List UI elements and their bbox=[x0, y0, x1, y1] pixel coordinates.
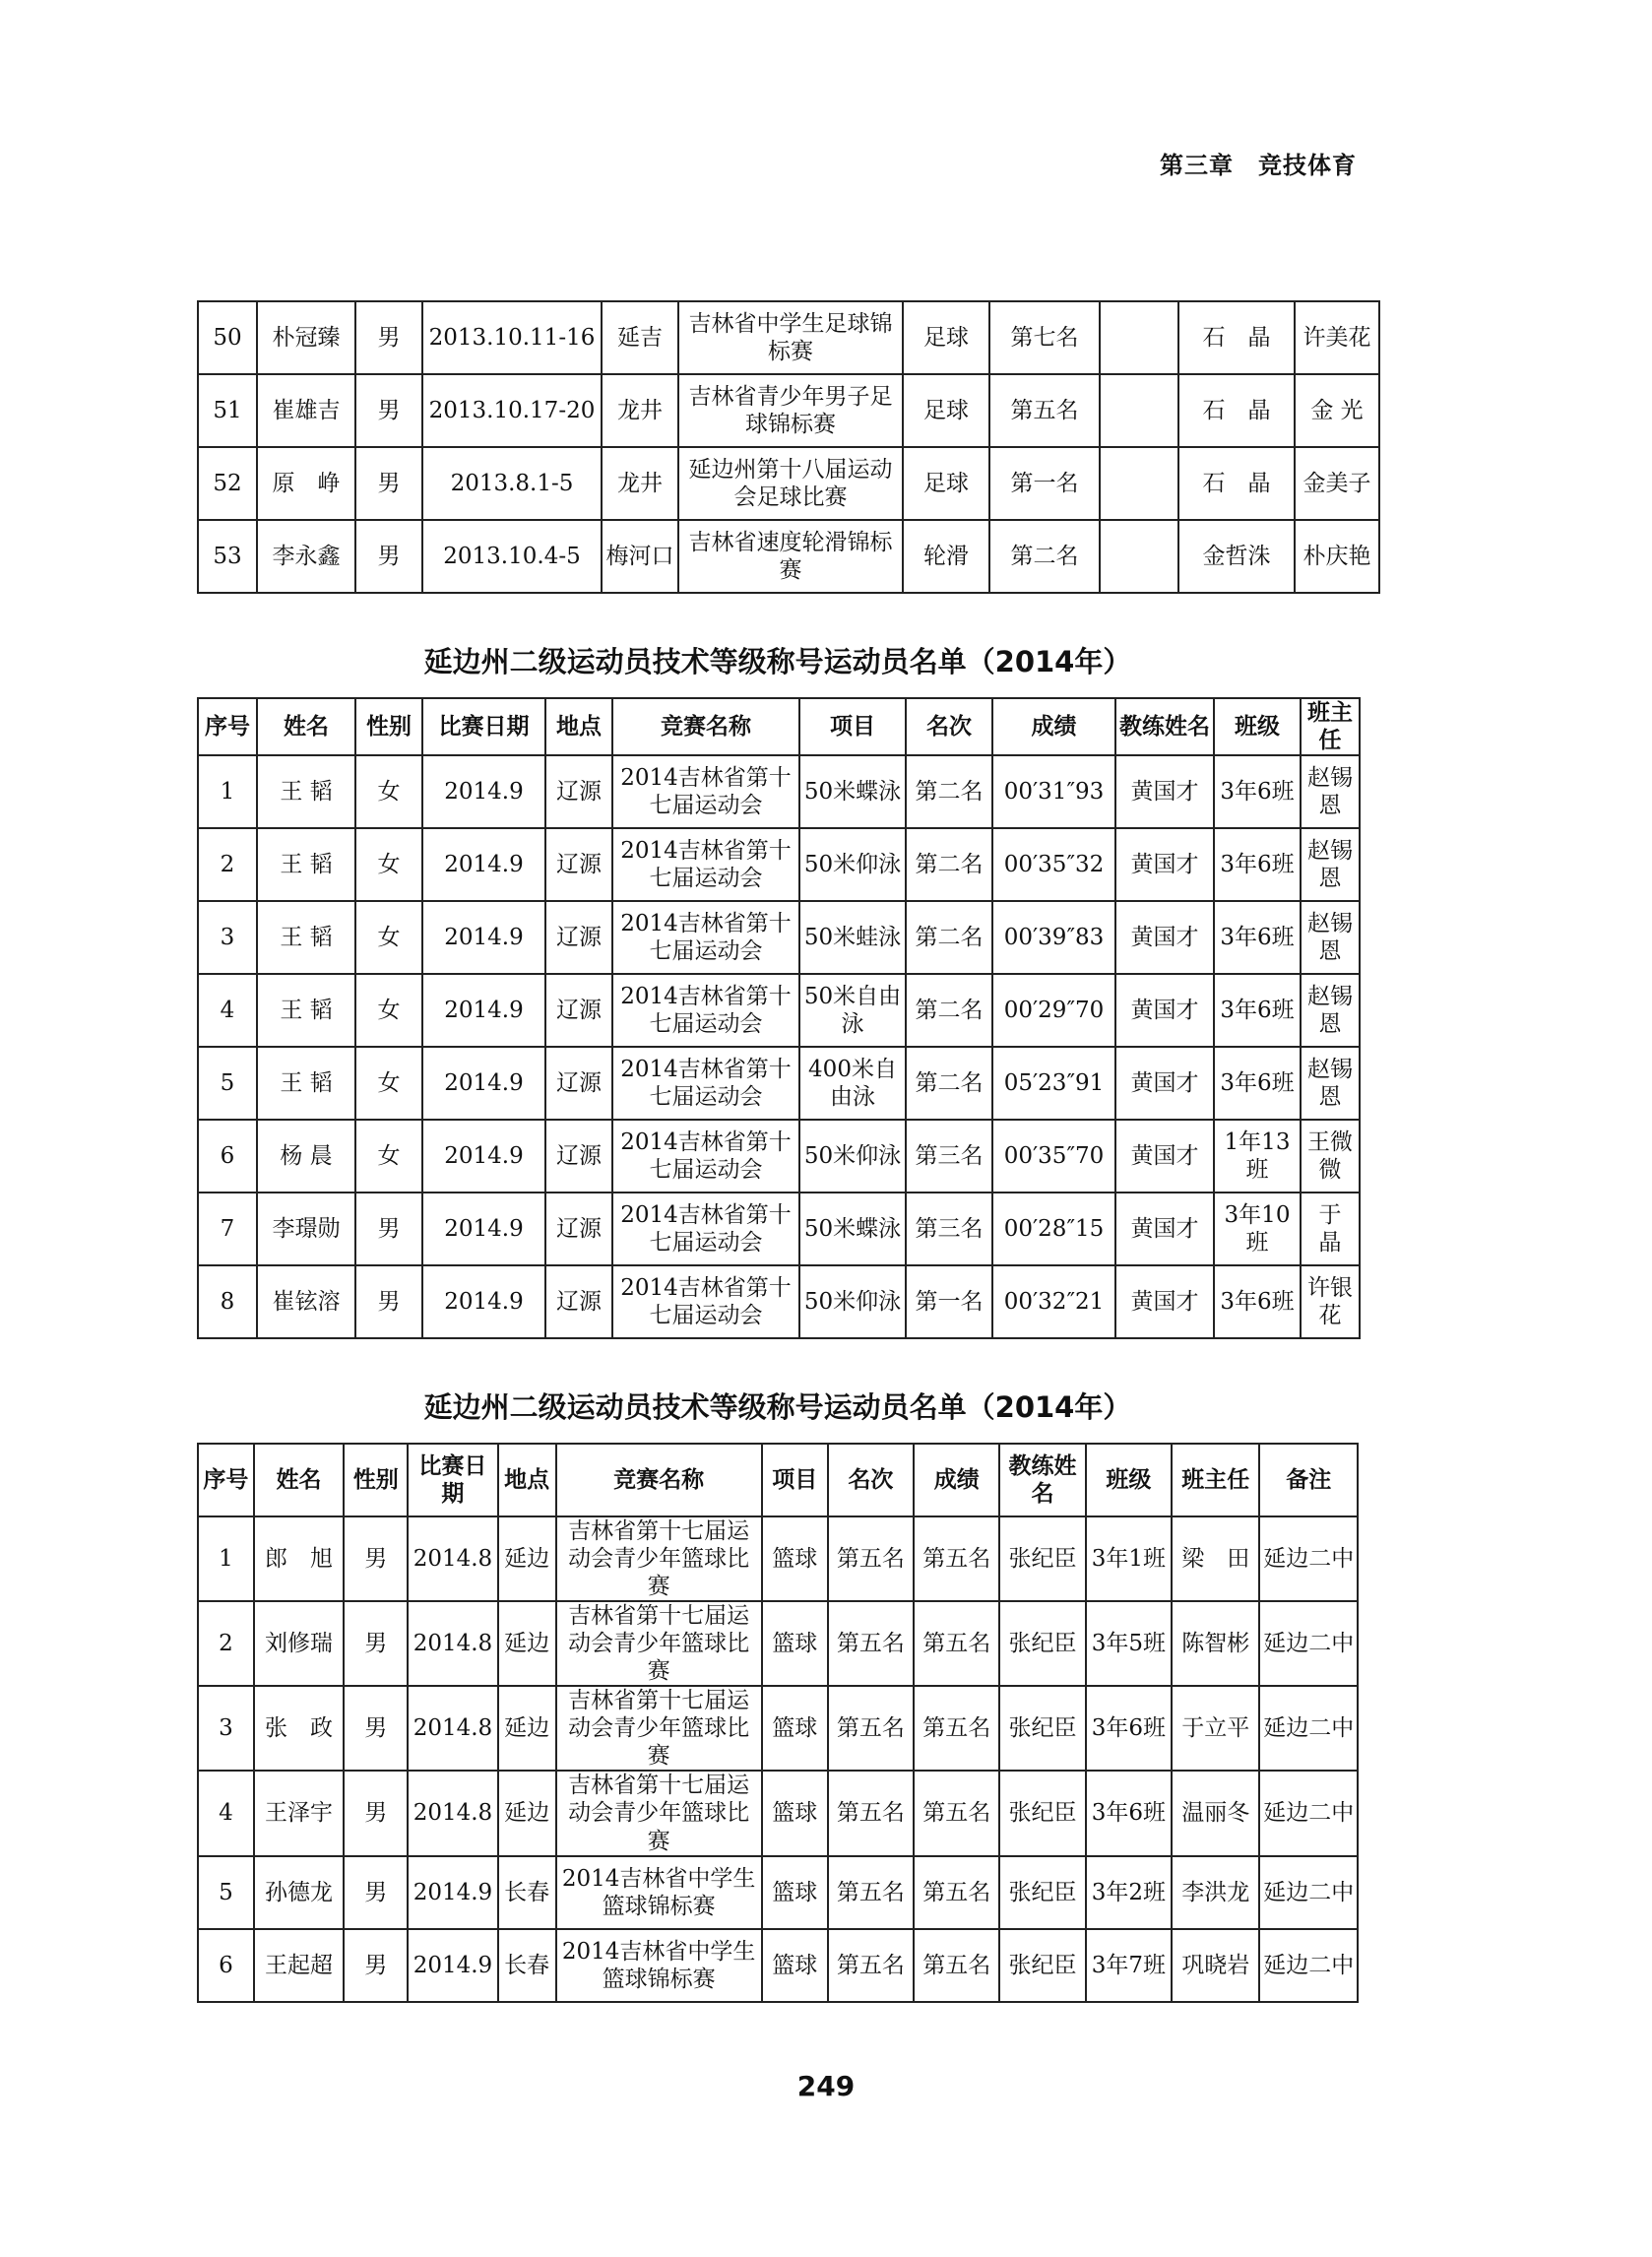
table-cell: 4 bbox=[198, 1771, 254, 1855]
column-header: 班主任 bbox=[1301, 698, 1360, 755]
table-cell: 2014.9 bbox=[422, 1047, 545, 1120]
table-row bbox=[198, 1856, 1358, 1929]
table-cell: 2013.8.1-5 bbox=[422, 447, 602, 520]
column-header: 名次 bbox=[906, 698, 992, 755]
table-cell: 2013.10.4-5 bbox=[422, 520, 602, 593]
table-cell: 第二名 bbox=[989, 520, 1100, 593]
table-cell: 6 bbox=[198, 1929, 254, 2002]
table-cell: 王起超 bbox=[254, 1929, 344, 2002]
column-header: 班主任 bbox=[1172, 1444, 1259, 1516]
table-cell: 延边二中 bbox=[1259, 1686, 1358, 1771]
table-row bbox=[198, 1265, 1360, 1338]
table-cell: 篮球 bbox=[762, 1771, 828, 1855]
table-cell: 石 晶 bbox=[1178, 301, 1295, 374]
table-cell: 男 bbox=[344, 1601, 408, 1686]
table-cell: 2014吉林省第十七届运动会 bbox=[612, 901, 799, 974]
table-cell: 吉林省第十七届运动会青少年篮球比赛 bbox=[556, 1516, 762, 1601]
table-cell: 张纪臣 bbox=[999, 1771, 1085, 1855]
table-cell: 3年6班 bbox=[1214, 755, 1301, 828]
table2-header-row bbox=[198, 698, 1360, 755]
table-cell: 3年7班 bbox=[1086, 1929, 1172, 2002]
table-cell: 3年10班 bbox=[1214, 1193, 1301, 1265]
table-cell: 黄国才 bbox=[1115, 974, 1214, 1047]
table-cell: 5 bbox=[198, 1047, 257, 1120]
table-cell: 男 bbox=[355, 447, 422, 520]
table-cell: 3年6班 bbox=[1214, 1047, 1301, 1120]
table-cell: 男 bbox=[355, 301, 422, 374]
table-cell: 6 bbox=[198, 1120, 257, 1193]
table-cell: 2014吉林省第十七届运动会 bbox=[612, 755, 799, 828]
table-cell: 00′35″32 bbox=[992, 828, 1115, 901]
table-cell: 孙德龙 bbox=[254, 1856, 344, 1929]
table-cell: 3 bbox=[198, 901, 257, 974]
column-header: 姓名 bbox=[257, 698, 355, 755]
table-cell: 巩晓岩 bbox=[1172, 1929, 1259, 2002]
table-cell: 2014.8 bbox=[408, 1516, 497, 1601]
table-cell: 7 bbox=[198, 1193, 257, 1265]
table-cell: 3 bbox=[198, 1686, 254, 1771]
table-cell: 3年6班 bbox=[1086, 1771, 1172, 1855]
table-cell: 3年6班 bbox=[1214, 901, 1301, 974]
table-cell: 2014吉林省第十七届运动会 bbox=[612, 828, 799, 901]
table3-header-row bbox=[198, 1444, 1358, 1516]
table-cell: 2014.8 bbox=[408, 1686, 497, 1771]
table-cell: 延吉 bbox=[602, 301, 678, 374]
table-cell: 00′28″15 bbox=[992, 1193, 1115, 1265]
table-cell: 许美花 bbox=[1295, 301, 1379, 374]
table-cell: 50 bbox=[198, 301, 257, 374]
table-cell: 刘修瑞 bbox=[254, 1601, 344, 1686]
table-cell: 2014.9 bbox=[422, 901, 545, 974]
table-cell: 温丽冬 bbox=[1172, 1771, 1259, 1855]
table-cell: 王 韬 bbox=[257, 901, 355, 974]
table-cell: 2013.10.11-16 bbox=[422, 301, 602, 374]
table-cell: 足球 bbox=[903, 447, 989, 520]
table-cell: 2014吉林省第十七届运动会 bbox=[612, 1120, 799, 1193]
table-cell: 2014.9 bbox=[422, 1120, 545, 1193]
table-cell: 2014.9 bbox=[422, 828, 545, 901]
table1-body bbox=[198, 301, 1379, 593]
table-cell: 辽源 bbox=[545, 1047, 612, 1120]
table2-body bbox=[198, 755, 1365, 1338]
column-header: 竞赛名称 bbox=[556, 1444, 762, 1516]
table-cell: 石 晶 bbox=[1178, 374, 1295, 447]
column-header: 比赛日期 bbox=[422, 698, 545, 755]
table-cell: 2014.9 bbox=[408, 1856, 497, 1929]
column-header: 成绩 bbox=[992, 698, 1115, 755]
column-header: 序号 bbox=[198, 698, 257, 755]
table-row bbox=[198, 374, 1379, 447]
column-header: 姓名 bbox=[254, 1444, 344, 1516]
table-row bbox=[198, 901, 1360, 974]
table-cell: 00′31″93 bbox=[992, 755, 1115, 828]
table-cell: 第三名 bbox=[906, 1120, 992, 1193]
table-cell: 篮球 bbox=[762, 1686, 828, 1771]
table-cell bbox=[1100, 374, 1178, 447]
table-row bbox=[198, 828, 1360, 901]
table-cell: 于立平 bbox=[1172, 1686, 1259, 1771]
table-cell: 吉林省第十七届运动会青少年篮球比赛 bbox=[556, 1771, 762, 1855]
table-cell: 52 bbox=[198, 447, 257, 520]
table-cell: 2014.9 bbox=[408, 1929, 497, 2002]
table-cell: 第一名 bbox=[906, 1265, 992, 1338]
table-cell: 男 bbox=[355, 1193, 422, 1265]
table-cell: 男 bbox=[344, 1856, 408, 1929]
table-cell: 梁 田 bbox=[1172, 1516, 1259, 1601]
table-cell: 龙井 bbox=[602, 447, 678, 520]
table-cell: 王微微 bbox=[1301, 1120, 1360, 1193]
table-cell: 长春 bbox=[498, 1929, 556, 2002]
table-cell: 女 bbox=[355, 1120, 422, 1193]
table-cell: 辽源 bbox=[545, 1120, 612, 1193]
table-cell: 00′32″21 bbox=[992, 1265, 1115, 1338]
table-row bbox=[198, 1601, 1358, 1686]
table-cell: 金美子 bbox=[1295, 447, 1379, 520]
table-cell: 王 韬 bbox=[257, 755, 355, 828]
table-cell: 李永鑫 bbox=[257, 520, 355, 593]
table-cell: 第五名 bbox=[989, 374, 1100, 447]
table3-body bbox=[198, 1516, 1358, 2002]
column-header: 备注 bbox=[1259, 1444, 1358, 1516]
table-cell: 3年6班 bbox=[1214, 828, 1301, 901]
athlete-table-continued bbox=[197, 300, 1380, 594]
table-cell: 辽源 bbox=[545, 1265, 612, 1338]
table-cell: 赵锡恩 bbox=[1301, 828, 1360, 901]
table-cell: 辽源 bbox=[545, 828, 612, 901]
column-header: 项目 bbox=[799, 698, 906, 755]
table-cell: 8 bbox=[198, 1265, 257, 1338]
table-cell: 延边二中 bbox=[1259, 1601, 1358, 1686]
table-cell: 50米仰泳 bbox=[799, 1120, 906, 1193]
table-cell: 黄国才 bbox=[1115, 901, 1214, 974]
column-header: 性别 bbox=[344, 1444, 408, 1516]
table-cell: 李璟勋 bbox=[257, 1193, 355, 1265]
table-cell: 第二名 bbox=[906, 828, 992, 901]
table-cell: 赵锡恩 bbox=[1301, 755, 1360, 828]
table-cell: 53 bbox=[198, 520, 257, 593]
column-header: 名次 bbox=[828, 1444, 914, 1516]
table-cell: 赵锡恩 bbox=[1301, 901, 1360, 974]
table-cell: 1年13班 bbox=[1214, 1120, 1301, 1193]
table-cell: 2014.9 bbox=[422, 974, 545, 1047]
table-cell: 金 光 bbox=[1295, 374, 1379, 447]
table-cell: 延边州第十八届运动会足球比赛 bbox=[678, 447, 903, 520]
table-row bbox=[198, 755, 1360, 828]
table-cell: 延边二中 bbox=[1259, 1771, 1358, 1855]
table-cell: 2 bbox=[198, 1601, 254, 1686]
table-cell: 长春 bbox=[498, 1856, 556, 1929]
table-cell: 2014吉林省第十七届运动会 bbox=[612, 1265, 799, 1338]
table-cell: 延边 bbox=[498, 1516, 556, 1601]
table-cell: 50米仰泳 bbox=[799, 828, 906, 901]
table-cell: 2014吉林省中学生篮球锦标赛 bbox=[556, 1856, 762, 1929]
swimming-athletes-table bbox=[197, 697, 1365, 1339]
chapter-header: 第三章 竞技体育 bbox=[1160, 152, 1357, 179]
table-cell: 张 政 bbox=[254, 1686, 344, 1771]
table-cell: 篮球 bbox=[762, 1601, 828, 1686]
table-cell: 足球 bbox=[903, 301, 989, 374]
table-cell: 第三名 bbox=[906, 1193, 992, 1265]
table-cell: 张纪臣 bbox=[999, 1601, 1085, 1686]
table-cell: 3年6班 bbox=[1214, 974, 1301, 1047]
column-header: 项目 bbox=[762, 1444, 828, 1516]
table-cell: 2014吉林省第十七届运动会 bbox=[612, 1193, 799, 1265]
table-cell: 第二名 bbox=[906, 974, 992, 1047]
page-number: 249 bbox=[796, 2070, 856, 2102]
table-cell: 3年6班 bbox=[1086, 1686, 1172, 1771]
table-row bbox=[198, 1193, 1360, 1265]
table-cell: 第五名 bbox=[914, 1601, 999, 1686]
table-cell: 第五名 bbox=[914, 1771, 999, 1855]
table-cell: 2013.10.17-20 bbox=[422, 374, 602, 447]
table-cell: 第五名 bbox=[828, 1516, 914, 1601]
table-cell: 延边二中 bbox=[1259, 1516, 1358, 1601]
table-cell: 男 bbox=[344, 1686, 408, 1771]
table-cell: 50米自由泳 bbox=[799, 974, 906, 1047]
table-cell: 张纪臣 bbox=[999, 1856, 1085, 1929]
table-cell: 4 bbox=[198, 974, 257, 1047]
table-row bbox=[198, 1929, 1358, 2002]
column-header: 班级 bbox=[1214, 698, 1301, 755]
table-row bbox=[198, 1771, 1358, 1855]
table-cell: 2014吉林省第十七届运动会 bbox=[612, 974, 799, 1047]
table-cell: 李洪龙 bbox=[1172, 1856, 1259, 1929]
table-cell: 原 峥 bbox=[257, 447, 355, 520]
table-cell: 400米自由泳 bbox=[799, 1047, 906, 1120]
table-cell: 男 bbox=[344, 1516, 408, 1601]
table-cell: 崔铉溶 bbox=[257, 1265, 355, 1338]
table-cell: 崔雄吉 bbox=[257, 374, 355, 447]
column-header: 比赛日期 bbox=[408, 1444, 497, 1516]
table-cell: 男 bbox=[355, 520, 422, 593]
table-cell: 3年1班 bbox=[1086, 1516, 1172, 1601]
table-cell: 第五名 bbox=[914, 1516, 999, 1601]
table-cell: 朴庆艳 bbox=[1295, 520, 1379, 593]
table-row bbox=[198, 520, 1379, 593]
table-cell: 足球 bbox=[903, 374, 989, 447]
table-cell: 黄国才 bbox=[1115, 1265, 1214, 1338]
table-cell: 第二名 bbox=[906, 1047, 992, 1120]
table-cell: 第五名 bbox=[914, 1856, 999, 1929]
table-cell: 第五名 bbox=[828, 1929, 914, 2002]
basketball-athletes-table bbox=[197, 1443, 1359, 2003]
table-cell: 女 bbox=[355, 828, 422, 901]
table-cell: 吉林省青少年男子足球锦标赛 bbox=[678, 374, 903, 447]
table-cell: 篮球 bbox=[762, 1856, 828, 1929]
table-cell: 男 bbox=[355, 1265, 422, 1338]
table-cell: 女 bbox=[355, 901, 422, 974]
table-cell: 吉林省中学生足球锦标赛 bbox=[678, 301, 903, 374]
table-cell: 05′23″91 bbox=[992, 1047, 1115, 1120]
table-cell: 辽源 bbox=[545, 901, 612, 974]
table-row bbox=[198, 301, 1379, 374]
table-cell: 第五名 bbox=[914, 1686, 999, 1771]
table-cell: 3年5班 bbox=[1086, 1601, 1172, 1686]
table-cell: 王泽宇 bbox=[254, 1771, 344, 1855]
table-cell: 2014.9 bbox=[422, 755, 545, 828]
table-cell: 50米蝶泳 bbox=[799, 755, 906, 828]
table-cell: 张纪臣 bbox=[999, 1929, 1085, 2002]
table-cell: 王 韬 bbox=[257, 828, 355, 901]
table-cell: 朴冠臻 bbox=[257, 301, 355, 374]
table-cell: 第二名 bbox=[906, 755, 992, 828]
table-cell: 金哲洙 bbox=[1178, 520, 1295, 593]
section-title-swimming: 延边州二级运动员技术等级称号运动员名单（2014年） bbox=[423, 645, 1132, 678]
table-cell: 第五名 bbox=[828, 1686, 914, 1771]
table-cell: 2014吉林省第十七届运动会 bbox=[612, 1047, 799, 1120]
table-cell: 00′39″83 bbox=[992, 901, 1115, 974]
table-cell: 郎 旭 bbox=[254, 1516, 344, 1601]
table-cell: 第五名 bbox=[914, 1929, 999, 2002]
table-cell: 51 bbox=[198, 374, 257, 447]
table-cell: 男 bbox=[344, 1929, 408, 2002]
table-row bbox=[198, 1120, 1360, 1193]
column-header: 教练姓名 bbox=[1115, 698, 1214, 755]
table-cell: 延边 bbox=[498, 1601, 556, 1686]
table-row bbox=[198, 974, 1360, 1047]
table-cell: 王 韬 bbox=[257, 974, 355, 1047]
table-cell: 50米蝶泳 bbox=[799, 1193, 906, 1265]
table-cell: 黄国才 bbox=[1115, 1047, 1214, 1120]
table-cell: 吉林省第十七届运动会青少年篮球比赛 bbox=[556, 1686, 762, 1771]
table-cell: 吉林省速度轮滑锦标赛 bbox=[678, 520, 903, 593]
table-row bbox=[198, 1686, 1358, 1771]
table-cell: 赵锡恩 bbox=[1301, 974, 1360, 1047]
table-cell: 女 bbox=[355, 974, 422, 1047]
table-cell: 50米蛙泳 bbox=[799, 901, 906, 974]
table-cell: 第五名 bbox=[828, 1856, 914, 1929]
table-cell: 篮球 bbox=[762, 1929, 828, 2002]
table-cell: 第二名 bbox=[906, 901, 992, 974]
column-header: 性别 bbox=[355, 698, 422, 755]
table-row bbox=[198, 1516, 1358, 1601]
table-cell: 女 bbox=[355, 755, 422, 828]
table-cell: 篮球 bbox=[762, 1516, 828, 1601]
table-cell: 梅河口 bbox=[602, 520, 678, 593]
table-cell: 黄国才 bbox=[1115, 828, 1214, 901]
table-cell: 3年6班 bbox=[1214, 1265, 1301, 1338]
column-header: 成绩 bbox=[914, 1444, 999, 1516]
column-header: 班级 bbox=[1086, 1444, 1172, 1516]
table-cell: 2 bbox=[198, 828, 257, 901]
table-cell: 50米仰泳 bbox=[799, 1265, 906, 1338]
column-header: 地点 bbox=[545, 698, 612, 755]
table-cell: 张纪臣 bbox=[999, 1516, 1085, 1601]
table-cell bbox=[1100, 447, 1178, 520]
table-cell: 延边 bbox=[498, 1771, 556, 1855]
table-cell: 辽源 bbox=[545, 1193, 612, 1265]
table-cell: 第七名 bbox=[989, 301, 1100, 374]
table-cell: 延边二中 bbox=[1259, 1856, 1358, 1929]
table-cell: 许银花 bbox=[1301, 1265, 1360, 1338]
table-cell bbox=[1100, 520, 1178, 593]
column-header: 教练姓名 bbox=[999, 1444, 1085, 1516]
table-cell: 2014.9 bbox=[422, 1265, 545, 1338]
column-header: 地点 bbox=[498, 1444, 556, 1516]
table-cell: 00′35″70 bbox=[992, 1120, 1115, 1193]
table-cell: 赵锡恩 bbox=[1301, 1047, 1360, 1120]
table-cell: 第五名 bbox=[828, 1601, 914, 1686]
table-cell: 2014吉林省中学生篮球锦标赛 bbox=[556, 1929, 762, 2002]
table-cell: 3年2班 bbox=[1086, 1856, 1172, 1929]
table-cell: 第五名 bbox=[828, 1771, 914, 1855]
table-cell: 男 bbox=[344, 1771, 408, 1855]
table-cell: 龙井 bbox=[602, 374, 678, 447]
table-cell: 吉林省第十七届运动会青少年篮球比赛 bbox=[556, 1601, 762, 1686]
table-cell: 1 bbox=[198, 755, 257, 828]
table-cell: 女 bbox=[355, 1047, 422, 1120]
table-cell: 于 晶 bbox=[1301, 1193, 1360, 1265]
table-cell: 2014.8 bbox=[408, 1771, 497, 1855]
table-row bbox=[198, 1047, 1360, 1120]
table-cell: 王 韬 bbox=[257, 1047, 355, 1120]
table-cell: 黄国才 bbox=[1115, 1193, 1214, 1265]
table-cell: 辽源 bbox=[545, 974, 612, 1047]
section-title-basketball: 延边州二级运动员技术等级称号运动员名单（2014年） bbox=[423, 1390, 1132, 1424]
table-cell: 2014.9 bbox=[422, 1193, 545, 1265]
table-cell: 延边二中 bbox=[1259, 1929, 1358, 2002]
table-cell: 黄国才 bbox=[1115, 1120, 1214, 1193]
table-cell: 男 bbox=[355, 374, 422, 447]
table-cell: 杨 晨 bbox=[257, 1120, 355, 1193]
column-header: 序号 bbox=[198, 1444, 254, 1516]
table-cell: 辽源 bbox=[545, 755, 612, 828]
table-cell: 张纪臣 bbox=[999, 1686, 1085, 1771]
column-header: 竞赛名称 bbox=[612, 698, 799, 755]
table-cell bbox=[1100, 301, 1178, 374]
table-row bbox=[198, 447, 1379, 520]
table-cell: 轮滑 bbox=[903, 520, 989, 593]
table-cell: 1 bbox=[198, 1516, 254, 1601]
table-cell: 5 bbox=[198, 1856, 254, 1929]
table-cell: 00′29″70 bbox=[992, 974, 1115, 1047]
table-cell: 黄国才 bbox=[1115, 755, 1214, 828]
table-cell: 2014.8 bbox=[408, 1601, 497, 1686]
table-cell: 第一名 bbox=[989, 447, 1100, 520]
table-cell: 延边 bbox=[498, 1686, 556, 1771]
table-cell: 陈智彬 bbox=[1172, 1601, 1259, 1686]
table-cell: 石 晶 bbox=[1178, 447, 1295, 520]
